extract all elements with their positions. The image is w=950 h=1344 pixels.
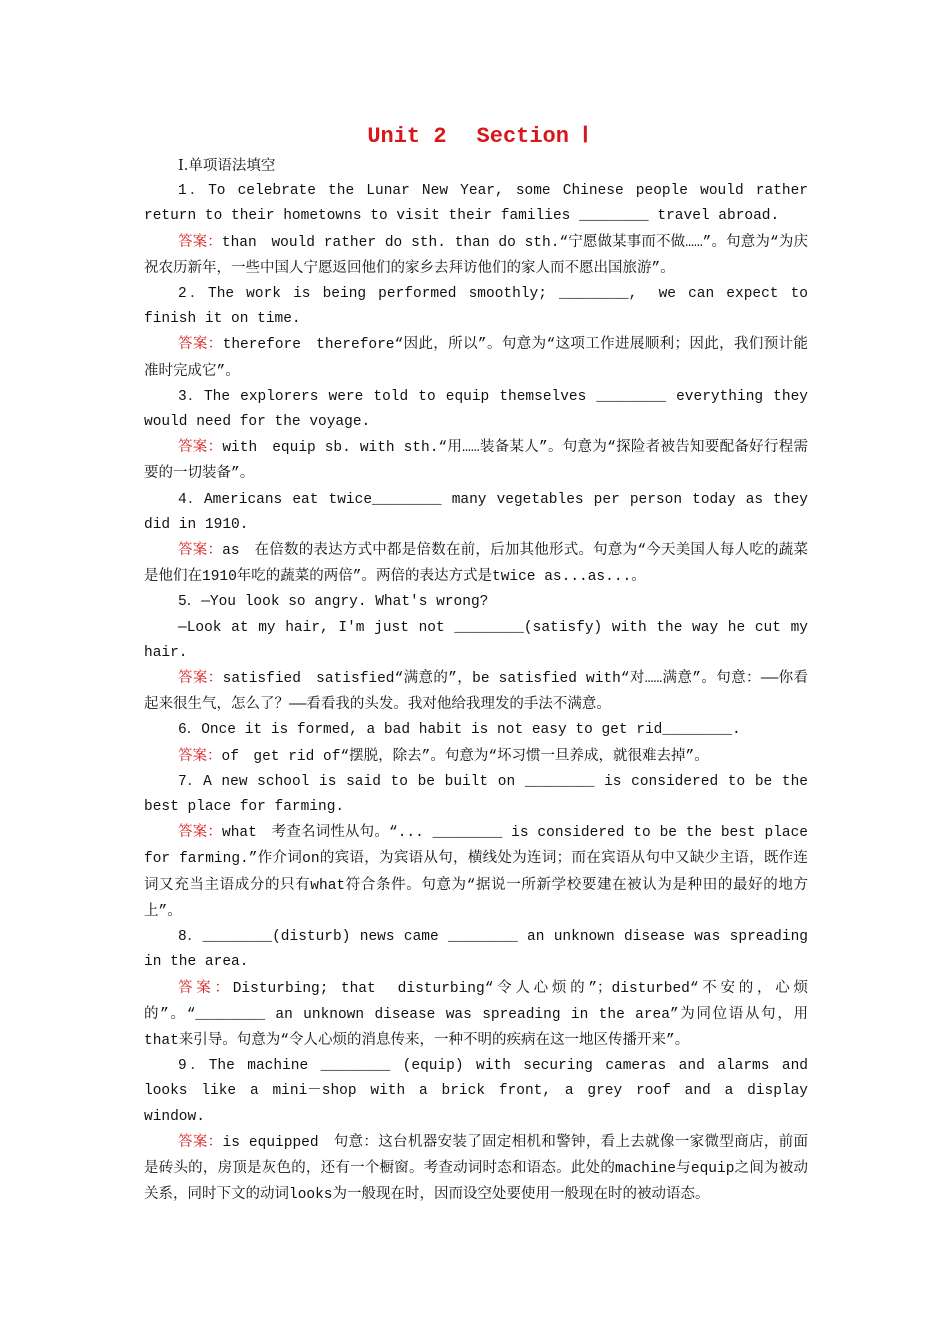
- question-8: 8．________(disturb) news came ________ an unknown disease was spreading in the area.: [144, 929, 808, 971]
- answer-text: of get rid of“摆脱，除去”。句意为“坏习惯一旦养成，就很难去掉”。: [221, 748, 709, 765]
- question-6: 6．Once it is formed, a bad habit is not easy to get rid________.: [178, 722, 741, 739]
- question-2: 2．The work is being performed smoothly; ________, we can expect to finish it on time.: [144, 286, 808, 328]
- question-5: 5．—You look so angry. What's wrong?: [178, 594, 489, 611]
- answer-label: 答案：: [178, 233, 222, 250]
- answer-label: 答案：: [178, 747, 222, 764]
- question-4: 4．Americans eat twice________ many vegetables per person today as they did in 1910.: [144, 491, 808, 533]
- answer-text: than would rather do sth. than do sth.“宁愿做某事而不做……”。句意为“为庆祝农历新年，一些中国人宁愿返回他们的家乡去拜访他们的家人而不愿出国旅游”。: [144, 234, 809, 277]
- answer-3: [144, 435, 808, 487]
- answer-text: is equipped 句意：这台机器安装了固定相机和警钟，看上去就像一家微型商店，前面是砖头的，房顶是灰色的，还有一个橱窗。考查动词时态和语态。此处的machine与equip之间为被动关系，同时下文的动词looks为一般现在时，因而设空处要使用一般现在时的被动语态。: [144, 1134, 808, 1204]
- answer-text: Disturbing; that disturbing“令人心烦的”；disturbed“不安的，心烦的”。“________ an unknown disease was spreading in the area”为同位语从句，用that来引导。句意为“令人心烦的消息传来，一种不明的疾病在这一地区传播开来”。: [144, 980, 809, 1049]
- section-title: Section Ⅰ: [476, 124, 589, 149]
- worksheet-page: [144, 120, 808, 1208]
- question-7: 7．A new school is said to be built on ________ is considered to be the best place for farming.: [144, 773, 808, 816]
- answer-label: 答案：: [178, 1133, 223, 1150]
- answer-4: [144, 538, 808, 590]
- answer-2: [144, 332, 808, 384]
- answer-text: therefore therefore“因此，所以”。句意为“这项工作进展顺利；因此，我们预计能准时完成它”。: [144, 337, 809, 380]
- answer-6: [144, 744, 808, 770]
- answer-text: as 在倍数的表达方式中都是倍数在前，后加其他形式。句意为“今天美国人每人吃的蔬菜是他们在1910年吃的蔬菜的两倍”。两倍的表达方式是twice as...as...。: [144, 543, 808, 586]
- answer-label: 答案：: [178, 979, 233, 996]
- answer-label: 答案：: [178, 542, 223, 559]
- answer-label: 答案：: [178, 824, 223, 841]
- answer-text: what 考查名词性从句。“... ________ is considered to be the best place for farming.”作介词on的宾语，为宾语从句，横线处为连词；而在宾语从句中又缺少主语，既作连词又充当主语成分的只有what符合条件。句意为“据说一所新学校要建在被认为是种田的最好的地方上”。: [144, 825, 809, 920]
- page-title: [148, 120, 808, 154]
- answer-7: [144, 820, 808, 925]
- question-9: 9．The machine ________ (equip) with securing cameras and alarms and looks like a mini－shop with a brick front, a grey roof and a display window.: [144, 1058, 808, 1125]
- answer-text: satisfied satisfied“满意的”，be satisfied with“对……满意”。句意：——你看起来很生气，怎么了？——看看我的头发。我对他给我理发的手法不满意。: [144, 671, 808, 714]
- answer-label: 答案：: [178, 670, 223, 687]
- answer-text: with equip sb. with sth.“用……装备某人”。句意为“探险者被告知要配备好行程需要的一切装备”。: [144, 440, 809, 483]
- answer-1: [144, 230, 808, 282]
- unit-title: Unit 2: [367, 124, 447, 149]
- question-5-reply: —Look at my hair, I'm just not ________(satisfy) with the way he cut my hair.: [144, 619, 808, 661]
- section-heading: Ⅰ.单项语法填空: [178, 158, 276, 174]
- question-1: 1．To celebrate the Lunar New Year, some Chinese people would rather return to their hometowns to visit their families ________ travel abroad.: [144, 183, 808, 225]
- answer-8: [144, 976, 808, 1055]
- answer-label: 答案：: [178, 439, 223, 456]
- question-3: 3．The explorers were told to equip themselves ________ everything they would need for the voyage.: [144, 388, 808, 431]
- answer-5: [144, 666, 808, 718]
- answer-label: 答案：: [178, 336, 223, 353]
- answer-9: [144, 1130, 808, 1209]
